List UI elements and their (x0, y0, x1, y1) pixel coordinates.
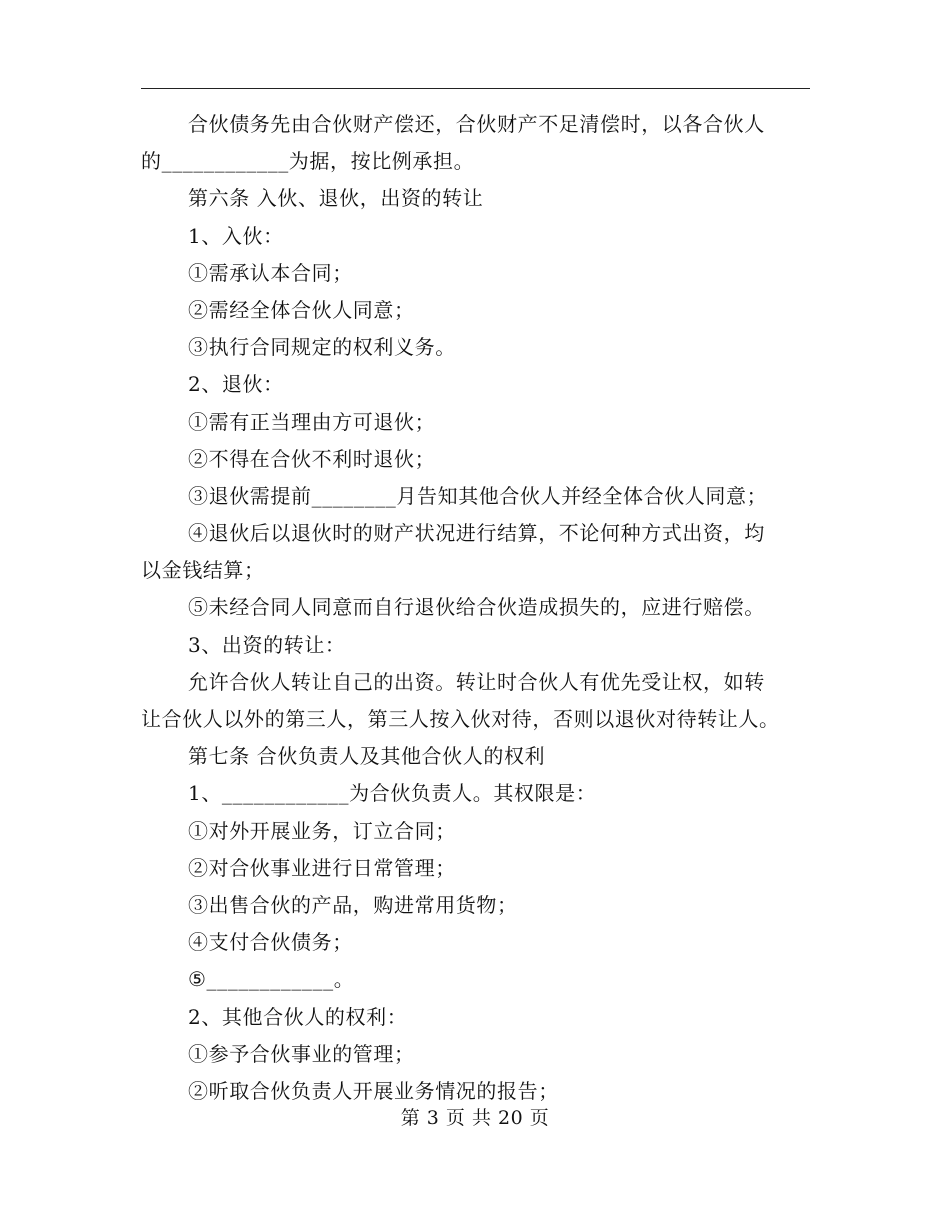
section-heading: 2、退伙： (188, 372, 284, 397)
header-rule (141, 88, 810, 89)
list-item-continuation: 以金钱结算； (141, 558, 265, 583)
list-item: ①参予合伙事业的管理； (188, 1041, 415, 1066)
section-heading: 3、出资的转让： (188, 632, 346, 657)
list-item: ①对外开展业务，订立合同； (188, 818, 456, 843)
list-item: ②不得在合伙不利时退伙； (188, 446, 436, 471)
list-item: ③执行合同规定的权利义务。 (188, 335, 456, 360)
page-number: 第 3 页 共 20 页 (400, 1107, 550, 1129)
list-item: ④退伙后以退伙时的财产状况进行结算，不论何种方式出资，均 (188, 521, 765, 546)
document-body (141, 106, 810, 1110)
list-item: ⑤____________。 (188, 967, 355, 992)
section-heading: 2、其他合伙人的权利： (188, 1004, 408, 1029)
paragraph-line: 的____________为据，按比例承担。 (141, 149, 475, 174)
paragraph-line: 让合伙人以外的第三人，第三人按入伙对待，否则以退伙对待转让人。 (141, 707, 780, 731)
paragraph-line: 合伙债务先由合伙财产偿还，合伙财产不足清偿时，以各合伙人 (188, 112, 765, 136)
list-item: ②需经全体合伙人同意； (188, 297, 415, 322)
article-heading: 第六条 入伙、退伙，出资的转让 (188, 186, 484, 211)
list-item: ②对合伙事业进行日常管理； (188, 855, 456, 880)
list-item: ①需承认本合同； (188, 260, 353, 285)
section-heading: 1、____________为合伙负责人。其权限是： (188, 781, 597, 806)
article-heading: 第七条 合伙负责人及其他合伙人的权利 (188, 744, 546, 769)
list-item: ②听取合伙负责人开展业务情况的报告； (188, 1078, 559, 1103)
list-item: ③出售合伙的产品，购进常用货物； (188, 892, 518, 917)
list-item: ③退伙需提前________月告知其他合伙人并经全体合伙人同意； (188, 483, 768, 508)
section-heading: 1、入伙： (188, 223, 284, 248)
list-item: ①需有正当理由方可退伙； (188, 409, 436, 434)
paragraph-line: 允许合伙人转让自己的出资。转让时合伙人有优先受让权，如转 (188, 669, 765, 694)
list-item: ④支付合伙债务； (188, 930, 353, 955)
list-item: ⑤未经合同人同意而自行退伙给合伙造成损失的，应进行赔偿。 (188, 595, 765, 620)
